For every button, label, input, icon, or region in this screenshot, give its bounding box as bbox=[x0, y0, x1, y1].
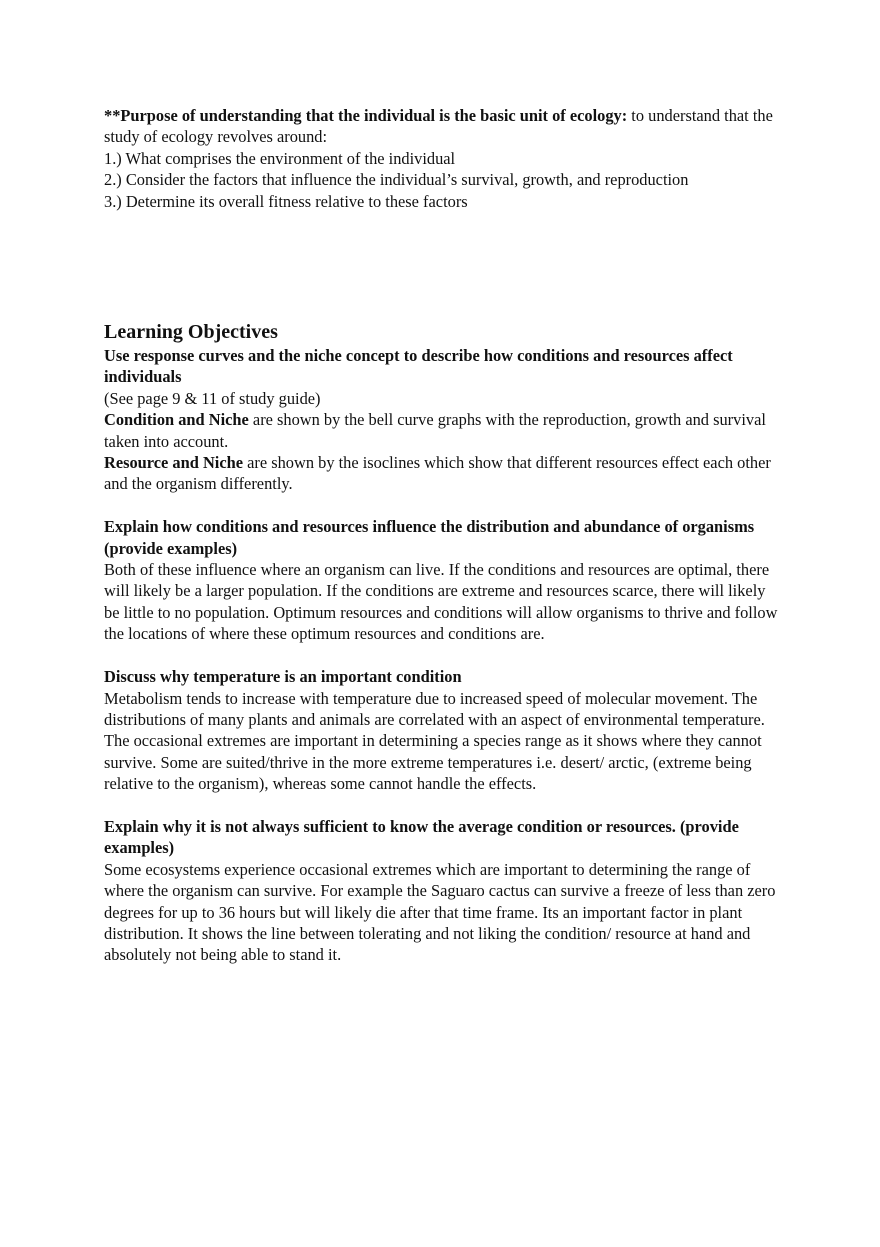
objective-answer: Both of these influence where an organism can live. If the conditions and resources are optimal, there will likely be a larger population. If the conditions are extreme and resources scarce, there will likely be little to no population. Optimum resources and conditions will allow organisms to thrive and follow the locations of where these optimum resources and conditions are. bbox=[104, 560, 778, 644]
condition-niche-term: Condition and Niche bbox=[104, 410, 249, 430]
purpose-point-1: 1.) What comprises the environment of the individual bbox=[104, 148, 456, 168]
purpose-heading: **Purpose of understanding that the individual is the basic unit of ecology: bbox=[104, 106, 628, 125]
learning-objectives-title: Learning Objectives bbox=[104, 321, 278, 344]
purpose-text: to understand that the study of ecology revolves around: bbox=[104, 106, 773, 147]
resource-niche-text: are shown by the isoclines which show that different resources effect each other and the organism differently. bbox=[104, 453, 771, 494]
objective-question: Discuss why temperature is an important condition bbox=[104, 667, 462, 687]
purpose-point-2: 2.) Consider the factors that influence the individual’s survival, growth, and reproduction bbox=[104, 170, 689, 190]
objective-answer: Some ecosystems experience occasional extremes which are important to determining the range of where the organism can survive. For example the Saguaro cactus can survive a freeze of less than zero degrees for up to 36 hours but will likely die after that time frame. Its an important factor in plant distribution. It shows the line between tolerating and not liking the condition/ resource at hand and absolutely not being able to stand it. bbox=[104, 859, 776, 965]
document-content bbox=[104, 105, 784, 987]
objective-question: Use response curves and the niche concept to describe how conditions and resources affect individuals bbox=[104, 346, 733, 387]
objective-answer: Metabolism tends to increase with temperature due to increased speed of molecular movement. The distributions of many plants and animals are correlated with an aspect of environmental temperature. The occasional extremes are important in determining a species range as it shows where they cannot survive. Some are suited/thrive in the more extreme temperatures i.e. desert/ arctic, (extreme being relative to the organism), whereas some cannot handle the effects. bbox=[104, 688, 765, 794]
resource-niche-paragraph bbox=[104, 452, 784, 495]
objective-question: Explain why it is not always sufficient to know the average condition or resources. (provide examples) bbox=[104, 816, 739, 858]
study-guide-reference: (See page 9 & 11 of study guide) bbox=[104, 388, 321, 408]
objective-temperature bbox=[104, 666, 784, 794]
condition-niche-paragraph bbox=[104, 409, 784, 452]
objective-response-curves bbox=[104, 345, 784, 495]
objective-distribution-abundance bbox=[104, 516, 784, 644]
condition-niche-text: are shown by the bell curve graphs with the reproduction, growth and survival taken into account. bbox=[104, 410, 766, 451]
objective-average-condition bbox=[104, 816, 784, 966]
objective-question: Explain how conditions and resources influence the distribution and abundance of organisms (provide examples) bbox=[104, 517, 755, 558]
purpose-point-3: 3.) Determine its overall fitness relative to these factors bbox=[104, 191, 468, 211]
resource-niche-term: Resource and Niche bbox=[104, 453, 244, 473]
purpose-section bbox=[104, 105, 784, 212]
purpose-paragraph bbox=[104, 105, 784, 148]
